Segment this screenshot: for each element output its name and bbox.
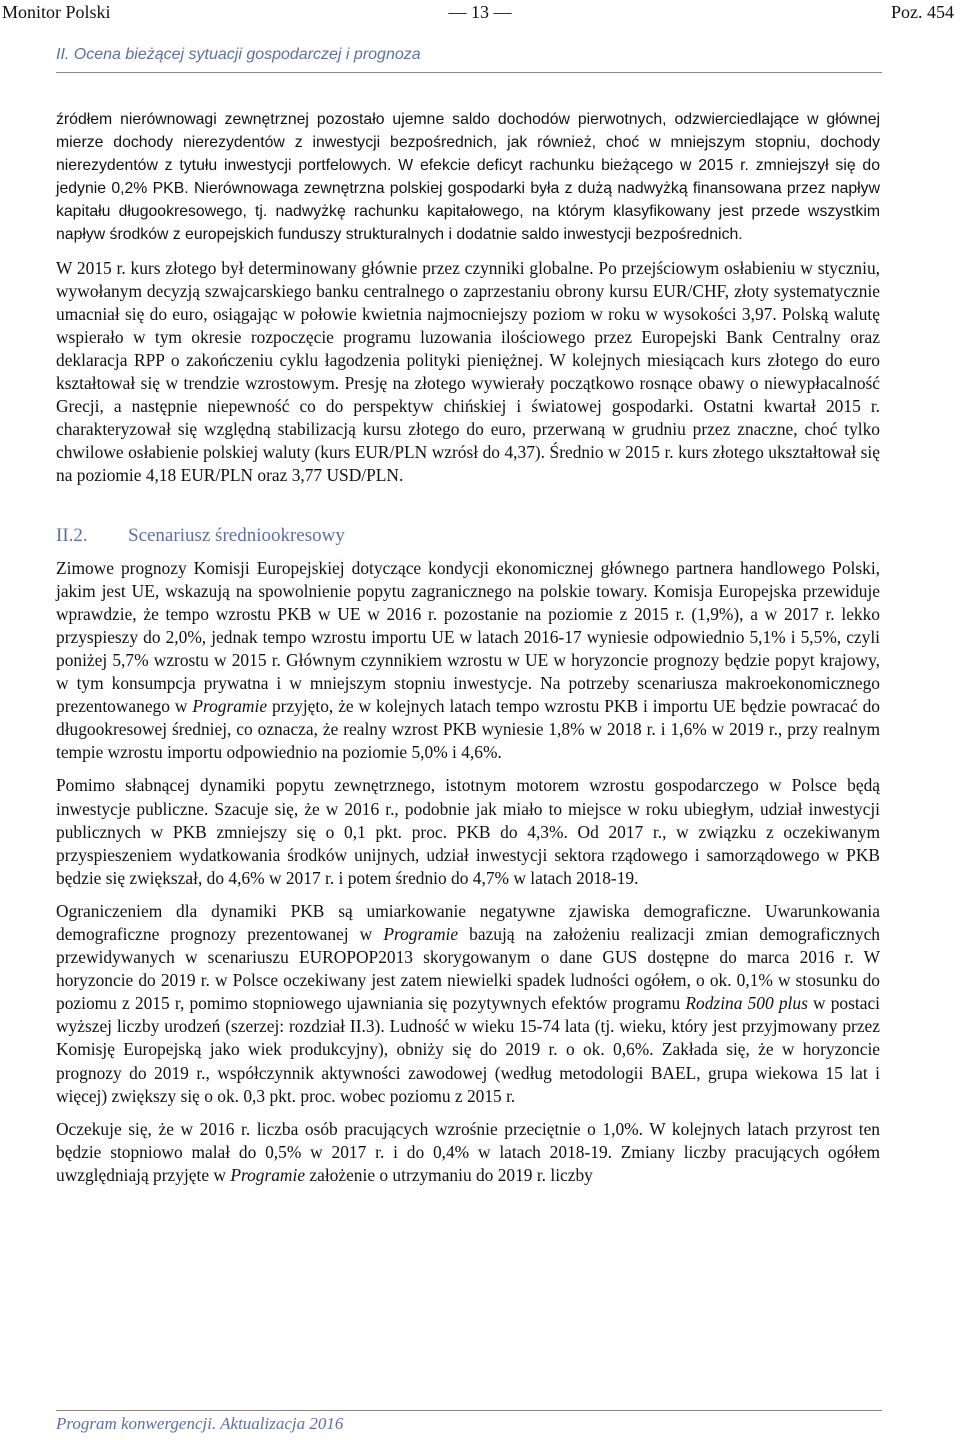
paragraph-demography: Ograniczeniem dla dynamiki PKB są umiarkowanie negatywne zjawiska demograficzne. Uwarunkowania demograficzne prognozy prezentowanej w Programie bazują na założeniu realizacji zmian demograficznych przewidywanych w scenariuszu EUROPOP2013 skorygowanym o dane GUS dostępne do marca 2016 r. W horyzoncie do 2019 r. w Polsce oczekiwany jest zatem niewielki spadek ludności ogółem, o ok. 0,1% w stosunku do poziomu z 2015 r, pomimo stopniowego ujawniania się pozytywnych efektów programu Rodzina 500 plus w postaci wyższej liczby urodzeń (szerzej: rozdział II.3). Ludność w wieku 15-74 lata (tj. wieku, który jest przyjmowany przez Komisję Europejską jako wiek produkcyjny), obniży się do 2019 r. o ok. 0,6%. Zakłada się, że w horyzoncie prognozy do 2019 r., współczynnik aktywności zawodowej (według metodologii BAEL, grupa wiekowa 15 lat i więcej) zwiększy się o ok. 0,3 pkt. proc. wobec poziomu z 2015 r.	[56, 900, 880, 1106]
paragraph-public-investment: Pomimo słabnącej dynamiki popytu zewnętrznego, istotnym motorem wzrostu gospodarczego w Polsce będą inwestycje publiczne. Szacuje się, że w 2016 r., podobnie jak miało to miejsce w roku ubiegłym, udział inwestycji publicznych w PKB zmniejszy się o 0,1 pkt. proc. PKB do 4,3%. Od 2017 r., w związku z oczekiwanym przyspieszeniem wydatkowania środków unijnych, udział inwestycji sektora rządowego i samorządowego w PKB będzie się zwiększał, do 4,6% w 2017 r. i potem średnio do 4,7% w latach 2018-19.	[56, 775, 880, 888]
document-body	[56, 108, 880, 1187]
paragraph-exchange-rate: W 2015 r. kurs złotego był determinowany głównie przez czynniki globalne. Po przejściowym osłabieniu w styczniu, wywołanym decyzją szwajcarskiego banku centralnego o zaprzestaniu obrony kursu EUR/CHF, złoty systematycznie umacniał się do euro, osiągając w połowie kwietnia najmocniejszy poziom w roku w wysokości 3,97. Polską walutę wspierało w tym okresie rozpoczęcie programu luzowania ilościowego przez Europejski Bank Centralny oraz deklaracja RPP o zakończeniu cyklu łagodzenia polityki pieniężnej. W kolejnych miesiącach kurs złotego do euro kształtował się w trendzie wzrostowym. Presję na złotego wywierały początkowo rosnące obawy o niewypłacalność Grecji, a następnie niepewność co do perspektyw chińskiej i światowej gospodarki. Ostatni kwartał 2015 r. charakteryzował się względną stabilizacją kursu złotego do euro, przerwaną w grudniu przez znaczne, choć tylko chwilowe osłabienie polskiej waluty (kurs EUR/PLN wzrósł do 4,37). Średnio w 2015 r. kurs złotego ukształtował się na poziomie 4,18 EUR/PLN oraz 3,77 USD/PLN.	[56, 257, 880, 486]
italic-programme: Programie	[230, 1164, 306, 1185]
page-header	[0, 0, 960, 28]
position-number: Poz. 454	[891, 2, 954, 22]
paragraph-eu-forecast: Zimowe prognozy Komisji Europejskiej dotyczące kondycji ekonomicznej głównego partnera handlowego Polski, jakim jest UE, wskazują na spowolnienie popytu zagranicznego na polskie towary. Komisja Europejska przewiduje wprawdzie, że tempo wzrostu PKB w UE w 2016 r. pozostanie na poziomie z 2015 r. (1,9%), a w 2017 r. lekko przyspieszy do 2,0%, jednak tempo wzrostu importu UE w latach 2016-17 wyniesie odpowiednio 5,1% i 5,5%, czyli poniżej 5,7% wzrostu w 2015 r. Głównym czynnikiem wzrostu w UE w horyzoncie prognozy będzie popyt krajowy, w tym konsumpcja prywatna i w mniejszym stopniu inwestycje. Na potrzeby scenariusza makroekonomicznego prezentowanego w Programie przyjęto, że w kolejnych latach tempo wzrostu PKB i importu UE będzie powracać do długookresowej średniej, co oznacza, że realny wzrost PKB wyniesie 1,8% w 2018 r. i 1,6% w 2019 r., przy realnym tempie wzrostu importu odpowiednio na poziomie 5,0% i 4,6%.	[56, 557, 881, 763]
italic-programme: Programie	[383, 924, 459, 944]
section-number: II.2.	[56, 524, 88, 546]
section-heading-title: Scenariusz średniookresowy	[128, 524, 345, 546]
paragraph-employment: Oczekuje się, że w 2016 r. liczba osób pracujących wzrośnie przeciętnie o 1,0%. W kolejnych latach przyrost ten będzie stopniowo malał do 0,5% w 2017 r. i do 0,4% w latach 2018-19. Zmiany liczby pracujących ogółem uwzględniają przyjęte w Programie założenie o utrzymaniu do 2019 r. liczby	[56, 1118, 880, 1185]
section-heading	[56, 524, 880, 547]
header-rule	[56, 72, 882, 73]
journal-name: Monitor Polski	[2, 2, 111, 22]
page-number: — 13 —	[448, 2, 512, 22]
page-footer: Program konwergencji. Aktualizacja 2016	[56, 1414, 344, 1433]
paragraph-external-imbalance: źródłem nierównowagi zewnętrznej pozostało ujemne saldo dochodów pierwotnych, odzwierciedlające w głównej mierze dochody nierezydentów z inwestycji bezpośrednich, jak również, choć w mniejszym stopniu, dochody nierezydentów z tytułu inwestycji portfelowych. W efekcie deficyt rachunku bieżącego w 2015 r. zmniejszył się do jedynie 0,2% PKB. Nierównowaga zewnętrzna polskiej gospodarki była z dużą nadwyżką finansowana przez napływ kapitału długookresowego, tj. nadwyżkę rachunku kapitałowego, na którym klasyfikowany jest przede wszystkim napływ środków z europejskich funduszy strukturalnych i dodatnie saldo inwestycji bezpośrednich.	[56, 111, 880, 244]
running-section-title: II. Ocena bieżącej sytuacji gospodarczej i prognoza	[56, 46, 421, 63]
italic-programme: Programie	[192, 696, 268, 717]
footer-rule	[56, 1410, 882, 1411]
italic-programme-name: Rodzina 500 plus	[685, 993, 808, 1014]
